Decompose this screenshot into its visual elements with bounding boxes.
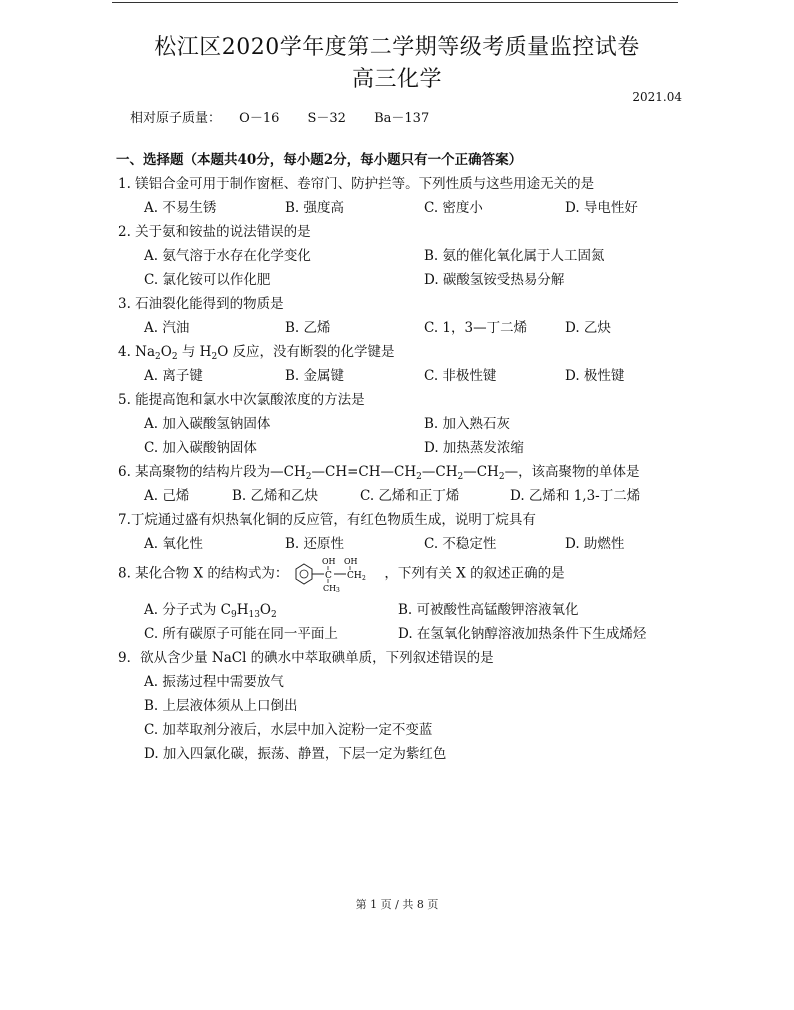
q6-option-d: D. 乙烯和 1,3-丁二烯: [510, 488, 641, 504]
q1-option-b: B. 强度高: [285, 200, 345, 216]
q6-text-2: —CH=CH—CH: [311, 464, 417, 480]
atomic-label: 相对原子质量：: [130, 111, 222, 126]
q2-option-c: C. 氯化铵可以作化肥: [144, 272, 271, 288]
q9-option-b: B. 上层液体须从上口倒出: [144, 698, 298, 714]
q7-option-a: A. 氧化性: [144, 536, 203, 552]
q8-text-1: 8. 某化合物 X 的结构式为：: [118, 565, 289, 582]
struct-c: C: [325, 571, 333, 581]
q3-option-d: D. 乙炔: [565, 320, 611, 336]
question-9-stem: 9．欲从含少量 NaCl 的碘水中萃取碘单质，下列叙述错误的是: [118, 650, 494, 666]
q1-option-a: A. 不易生锈: [144, 200, 217, 216]
q4-sub-2: 2: [171, 352, 178, 362]
struct-ch2-sub: 2: [362, 575, 367, 582]
top-rule: [112, 2, 678, 3]
struct-oh-2: OH: [344, 557, 358, 566]
struct-ch3-sub: 3: [336, 587, 341, 592]
q9-option-c: C. 加萃取剂分液后，水层中加入淀粉一定不变蓝: [144, 722, 433, 738]
q6-option-a: A. 己烯: [144, 488, 190, 504]
struct-ch2: CH: [347, 571, 363, 581]
q2-option-b: B. 氨的催化氧化属于人工固氮: [424, 248, 605, 264]
q6-option-c: C. 乙烯和正丁烯: [360, 488, 460, 504]
q4-text-4: O 反应，没有断裂的化学键是: [217, 344, 395, 360]
q8a-text-2: H: [236, 602, 249, 618]
q4-text-2: O: [160, 344, 172, 360]
q5-option-d: D. 加热蒸发浓缩: [424, 440, 524, 456]
q4-sub-1: 2: [155, 352, 161, 362]
q4-option-a: A. 离子键: [144, 368, 203, 384]
q4-option-c: C. 非极性键: [424, 368, 497, 384]
exam-subtitle: 高三化学: [351, 67, 442, 92]
question-3-stem: 3. 石油裂化能得到的物质是: [118, 296, 284, 312]
section-heading: 一、选择题（本题共40分，每小题2分，每小题只有一个正确答案）: [116, 152, 523, 168]
q9-option-d: D. 加入四氯化碳，振荡、静置，下层一定为紫红色: [144, 746, 447, 762]
question-8-stem: [118, 556, 565, 592]
q6-text-4: —CH: [463, 464, 499, 480]
q6-text-5: —，该高聚物的单体是: [504, 464, 640, 480]
question-2-stem: 2. 关于氨和铵盐的说法错误的是: [118, 224, 311, 240]
q5-option-a: A. 加入碳酸氢钠固体: [144, 416, 271, 432]
question-1-stem: 1. 镁铝合金可用于制作窗框、卷帘门、防护拦等。下列性质与这些用途无关的是: [118, 176, 595, 192]
q4-option-d: D. 极性键: [565, 368, 625, 384]
struct-oh-1: OH: [322, 557, 336, 566]
q7-option-c: C. 不稳定性: [424, 536, 497, 552]
struct-ch3: CH: [323, 584, 337, 592]
q8a-sub-1: 9: [230, 610, 237, 620]
q8a-text-3: O: [259, 602, 271, 618]
q8-option-d: D. 在氢氧化钠醇溶液加热条件下生成烯烃: [398, 626, 647, 642]
exam-title: 松江区2020学年度第二学期等级考质量监控试卷: [154, 35, 640, 60]
q1-option-c: C. 密度小: [424, 200, 483, 216]
question-7-stem: 7.丁烷通过盛有炽热氧化铜的反应管，有红色物质生成，说明丁烷具有: [118, 512, 536, 528]
q3-option-a: A. 汽油: [144, 320, 190, 336]
q4-option-b: B. 金属键: [285, 368, 345, 384]
question-4-stem: [118, 340, 395, 360]
q8a-text-1: A. 分子式为 C: [144, 602, 231, 618]
q8-option-a: [144, 598, 277, 618]
exam-date: 2021.04: [632, 90, 682, 104]
q6-sub-1: 2: [305, 472, 312, 482]
q7-option-b: B. 还原性: [285, 536, 345, 552]
q6-sub-4: 2: [498, 472, 505, 482]
q8-option-c: C. 所有碳原子可能在同一平面上: [144, 626, 338, 642]
q1-option-d: D. 导电性好: [565, 200, 638, 216]
page-footer: 第 1 页 / 共 8 页: [355, 898, 439, 911]
q8-option-b: B. 可被酸性高锰酸钾溶液氧化: [398, 602, 579, 618]
q4-text-3: 与 H: [177, 344, 212, 360]
q2-option-d: D. 碳酸氢铵受热易分解: [424, 272, 565, 288]
q6-sub-2: 2: [416, 472, 422, 482]
atomic-mass-o: O－16: [239, 111, 280, 126]
q3-option-b: B. 乙烯: [285, 320, 331, 336]
q8a-sub-2: 13: [248, 610, 260, 620]
q4-text-1: 4. Na: [118, 344, 156, 360]
q6-sub-3: 2: [457, 472, 464, 482]
atomic-mass-ba: Ba－137: [374, 111, 430, 126]
atomic-mass-s: S－32: [307, 111, 346, 126]
question-6-stem: [118, 460, 640, 480]
q7-option-d: D. 助燃性: [565, 536, 625, 552]
q6-option-b: B. 乙烯和乙炔: [232, 488, 319, 504]
atomic-masses: [130, 107, 453, 126]
q2-option-a: A. 氨气溶于水存在化学变化: [144, 248, 311, 264]
q8-text-2: ，下列有关 X 的叙述正确的是: [384, 565, 565, 582]
q5-option-b: B. 加入熟石灰: [424, 416, 511, 432]
q8a-sub-3: 2: [271, 610, 277, 620]
q4-sub-3: 2: [211, 352, 218, 362]
q6-text-1: 6. 某高聚物的结构片段为—CH: [118, 464, 306, 480]
q5-option-c: C. 加入碳酸钠固体: [144, 440, 257, 456]
question-5-stem: 5. 能提高饱和氯水中次氯酸浓度的方法是: [118, 392, 365, 408]
q3-option-c: C. 1，3—丁二烯: [424, 320, 528, 336]
structural-formula: [292, 556, 380, 592]
q9-option-a: A. 振荡过程中需要放气: [144, 674, 284, 690]
q6-text-3: —CH: [421, 464, 458, 480]
